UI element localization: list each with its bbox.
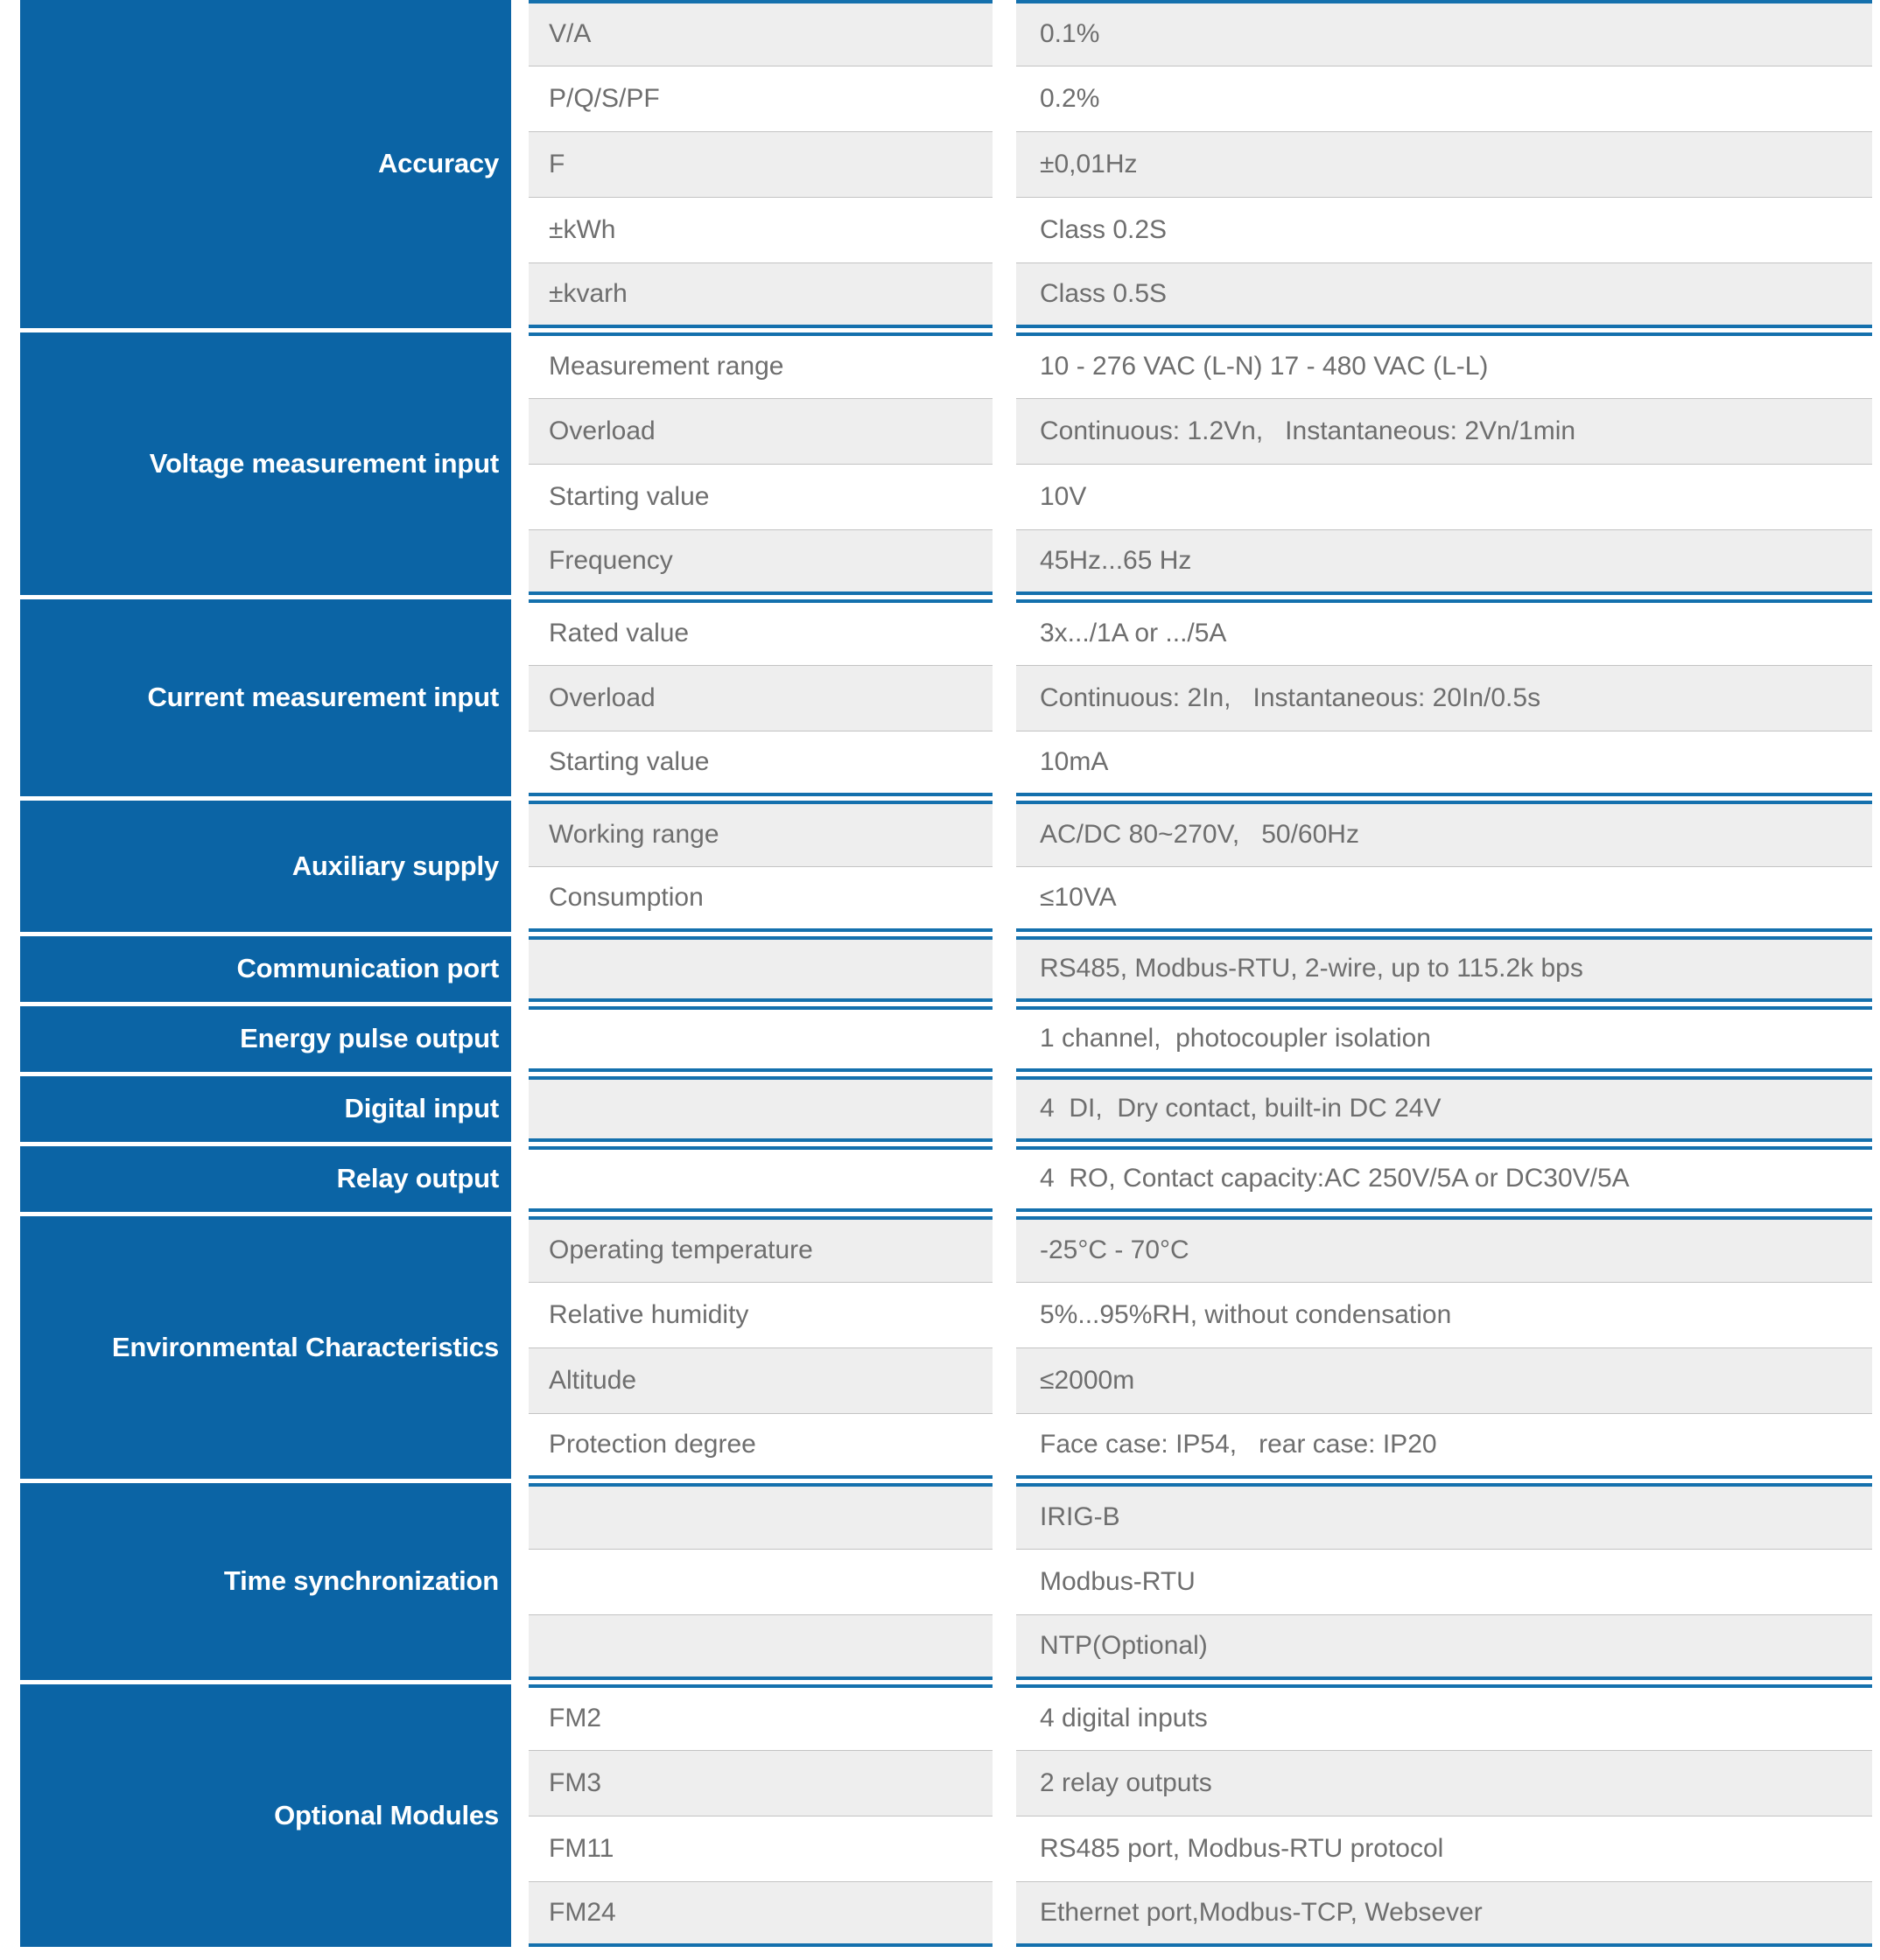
parameter-cell	[529, 936, 993, 1002]
parameter-cell: Working range	[529, 801, 993, 866]
parameter-cell: Protection degree	[529, 1413, 993, 1479]
value-cell: Modbus-RTU	[1016, 1549, 1872, 1614]
section-rows	[511, 1684, 1872, 1947]
table-row	[511, 262, 1872, 328]
table-row	[511, 1146, 1872, 1212]
table-row	[511, 665, 1872, 731]
value-cell: NTP(Optional)	[1016, 1614, 1872, 1680]
value-cell: 10mA	[1016, 731, 1872, 796]
parameter-cell: FM2	[529, 1684, 993, 1750]
parameter-cell: V/A	[529, 0, 993, 66]
parameter-cell: ±kWh	[529, 197, 993, 262]
value-cell: Class 0.2S	[1016, 197, 1872, 262]
table-row	[511, 1614, 1872, 1680]
table-row	[511, 1006, 1872, 1072]
parameter-cell: Overload	[529, 665, 993, 731]
parameter-cell	[529, 1614, 993, 1680]
parameter-cell	[529, 1549, 993, 1614]
table-row	[511, 936, 1872, 1002]
table-row	[511, 731, 1872, 796]
parameter-cell: Relative humidity	[529, 1282, 993, 1348]
value-cell: 1 channel, photocoupler isolation	[1016, 1006, 1872, 1072]
section-rows	[511, 1216, 1872, 1479]
parameter-cell: ±kvarh	[529, 262, 993, 328]
table-row	[511, 801, 1872, 866]
table-row	[511, 1076, 1872, 1142]
parameter-cell	[529, 1483, 993, 1549]
value-cell: 5%...95%RH, without condensation	[1016, 1282, 1872, 1348]
parameter-cell: Starting value	[529, 464, 993, 529]
value-cell: 0.2%	[1016, 66, 1872, 131]
parameter-cell: Operating temperature	[529, 1216, 993, 1282]
value-cell: 2 relay outputs	[1016, 1750, 1872, 1816]
category-label: Energy pulse output	[20, 1006, 511, 1072]
value-cell: 3x.../1A or .../5A	[1016, 599, 1872, 665]
value-cell: 4 DI, Dry contact, built-in DC 24V	[1016, 1076, 1872, 1142]
value-cell: 4 digital inputs	[1016, 1684, 1872, 1750]
value-cell: 45Hz...65 Hz	[1016, 529, 1872, 595]
table-row	[511, 66, 1872, 131]
table-row	[511, 1549, 1872, 1614]
section-rows	[511, 1483, 1872, 1680]
table-row	[511, 1816, 1872, 1881]
category-label: Environmental Characteristics	[20, 1216, 511, 1479]
value-cell: -25°C - 70°C	[1016, 1216, 1872, 1282]
category-label: Auxiliary supply	[20, 801, 511, 932]
spec-section	[20, 1076, 1872, 1142]
parameter-cell	[529, 1006, 993, 1072]
value-cell: 10V	[1016, 464, 1872, 529]
parameter-cell: FM11	[529, 1816, 993, 1881]
table-row	[511, 332, 1872, 398]
table-row	[511, 1750, 1872, 1816]
value-cell: ≤10VA	[1016, 866, 1872, 932]
table-row	[511, 1282, 1872, 1348]
table-row	[511, 1216, 1872, 1282]
table-row	[511, 197, 1872, 262]
value-cell: Class 0.5S	[1016, 262, 1872, 328]
spec-section	[20, 1684, 1872, 1947]
category-label: Time synchronization	[20, 1483, 511, 1680]
section-rows	[511, 599, 1872, 796]
value-cell: AC/DC 80~270V, 50/60Hz	[1016, 801, 1872, 866]
parameter-cell: Frequency	[529, 529, 993, 595]
spec-section	[20, 1483, 1872, 1680]
category-label: Digital input	[20, 1076, 511, 1142]
parameter-cell: Measurement range	[529, 332, 993, 398]
section-rows	[511, 0, 1872, 328]
parameter-cell: F	[529, 131, 993, 197]
spec-section	[20, 1006, 1872, 1072]
table-row	[511, 529, 1872, 595]
category-label: Current measurement input	[20, 599, 511, 796]
table-row	[511, 1413, 1872, 1479]
section-rows	[511, 936, 1872, 1002]
value-cell: Continuous: 2In, Instantaneous: 20In/0.5s	[1016, 665, 1872, 731]
section-rows	[511, 1076, 1872, 1142]
spec-section	[20, 332, 1872, 595]
table-row	[511, 0, 1872, 66]
parameter-cell: Rated value	[529, 599, 993, 665]
table-row	[511, 599, 1872, 665]
value-cell: Continuous: 1.2Vn, Instantaneous: 2Vn/1min	[1016, 398, 1872, 464]
table-row	[511, 1684, 1872, 1750]
spec-section	[20, 936, 1872, 1002]
table-row	[511, 398, 1872, 464]
value-cell: 0.1%	[1016, 0, 1872, 66]
table-row	[511, 1348, 1872, 1413]
value-cell: Face case: IP54, rear case: IP20	[1016, 1413, 1872, 1479]
parameter-cell	[529, 1146, 993, 1212]
table-row	[511, 866, 1872, 932]
value-cell: RS485 port, Modbus-RTU protocol	[1016, 1816, 1872, 1881]
spec-section	[20, 1216, 1872, 1479]
table-row	[511, 464, 1872, 529]
section-rows	[511, 1146, 1872, 1212]
section-rows	[511, 801, 1872, 932]
table-row	[511, 1483, 1872, 1549]
section-rows	[511, 1006, 1872, 1072]
parameter-cell: FM24	[529, 1881, 993, 1947]
section-rows	[511, 332, 1872, 595]
category-label: Optional Modules	[20, 1684, 511, 1947]
spec-section	[20, 1146, 1872, 1212]
spec-section	[20, 0, 1872, 328]
parameter-cell: Overload	[529, 398, 993, 464]
category-label: Accuracy	[20, 0, 511, 328]
spec-section	[20, 599, 1872, 796]
value-cell: ±0,01Hz	[1016, 131, 1872, 197]
category-label: Relay output	[20, 1146, 511, 1212]
category-label: Voltage measurement input	[20, 332, 511, 595]
category-label: Communication port	[20, 936, 511, 1002]
value-cell: Ethernet port,Modbus-TCP, Websever	[1016, 1881, 1872, 1947]
value-cell: 4 RO, Contact capacity:AC 250V/5A or DC30V/5A	[1016, 1146, 1872, 1212]
value-cell: RS485, Modbus-RTU, 2-wire, up to 115.2k bps	[1016, 936, 1872, 1002]
value-cell: IRIG-B	[1016, 1483, 1872, 1549]
table-row	[511, 1881, 1872, 1947]
value-cell: ≤2000m	[1016, 1348, 1872, 1413]
parameter-cell	[529, 1076, 993, 1142]
table-row	[511, 131, 1872, 197]
value-cell: 10 - 276 VAC (L-N) 17 - 480 VAC (L-L)	[1016, 332, 1872, 398]
parameter-cell: Consumption	[529, 866, 993, 932]
spec-section	[20, 801, 1872, 932]
parameter-cell: Starting value	[529, 731, 993, 796]
parameter-cell: Altitude	[529, 1348, 993, 1413]
parameter-cell: FM3	[529, 1750, 993, 1816]
parameter-cell: P/Q/S/PF	[529, 66, 993, 131]
